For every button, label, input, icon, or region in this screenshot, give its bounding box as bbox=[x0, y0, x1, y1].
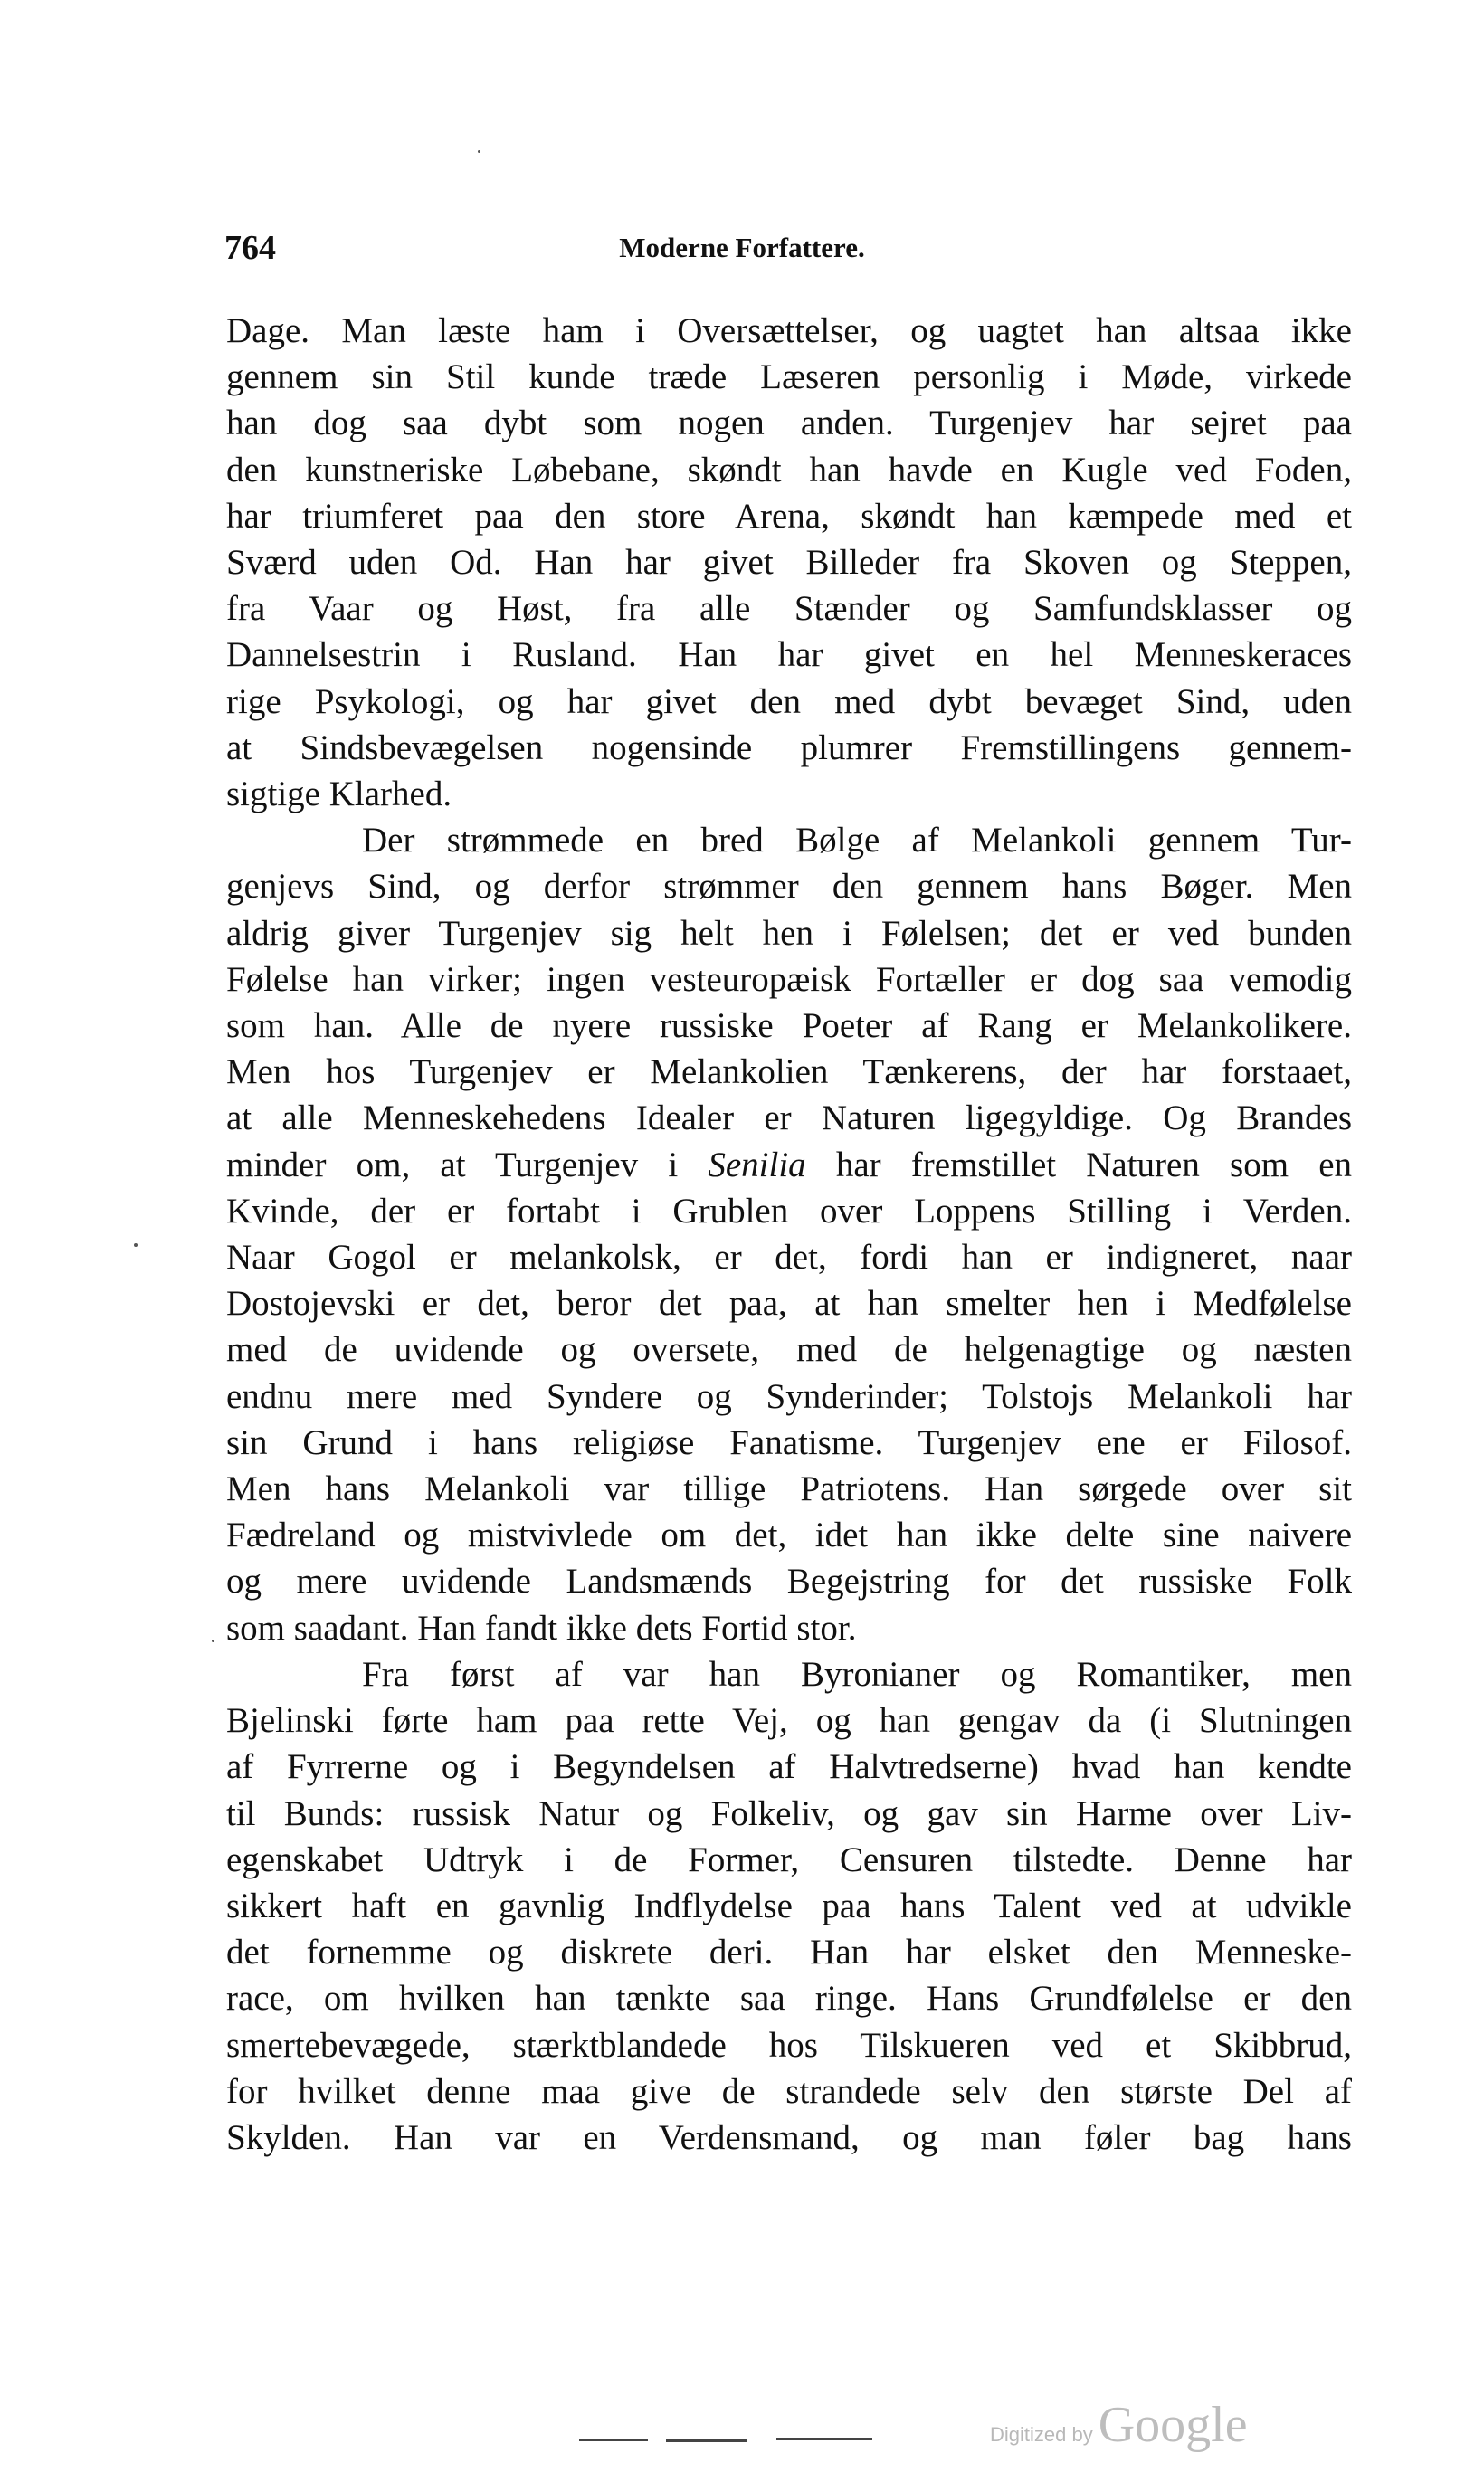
text-segment: har fremstillet Naturen som en bbox=[835, 1145, 1353, 1184]
text-line: Dage. Man læste ham i Oversættelser, og uagtet han altsaa ikke bbox=[226, 311, 1352, 350]
text-line: fra Vaar og Høst, fra alle Stænder og Samfundsklasser og bbox=[226, 589, 1352, 629]
text-line: rige Psykologi, og har givet den med dybt bevæget Sind, uden bbox=[226, 681, 1352, 721]
text-line: genjevs Sind, og derfor strømmer den gennem hans Bøger. Men bbox=[226, 867, 1352, 907]
text-line: sikkert haft en gavnlig Indflydelse paa hans Talent ved at udvikle bbox=[226, 1886, 1352, 1925]
scan-artifact-rule bbox=[579, 2439, 648, 2441]
running-head: Moderne Forfattere. bbox=[619, 232, 865, 263]
text-line: til Bunds: russisk Natur og Folkeliv, og gav sin Harme over Liv- bbox=[226, 1793, 1352, 1833]
scan-speck bbox=[212, 1640, 214, 1642]
text-line: Kvinde, der er fortabt i Grublen over Loppens Stilling i Verden. bbox=[226, 1191, 1352, 1231]
scan-speck bbox=[478, 150, 480, 153]
text-line: endnu mere med Syndere og Synderinder; Tolstojs Melankoli har bbox=[226, 1376, 1352, 1416]
text-line: han dog saa dybt som nogen anden. Turgenjev har sejret paa bbox=[226, 404, 1352, 443]
text-line: Følelse han virker; ingen vesteuropæisk Fortæller er dog saa vemodig bbox=[226, 959, 1352, 999]
text-line: at Sindsbevægelsen nogensinde plumrer Fremstillingens gennem- bbox=[226, 727, 1352, 767]
text-line: Skylden. Han var en Verdensmand, og man føler bag hans bbox=[226, 2117, 1352, 2157]
scan-speck bbox=[134, 1243, 138, 1247]
text-line: Fra først af var han Byronianer og Romantiker, men bbox=[362, 1654, 1352, 1694]
text-line: som han. Alle de nyere russiske Poeter af Rang er Melankolikere. bbox=[226, 1006, 1352, 1046]
text-line: Dostojevski er det, beror det paa, at han smelter hen i Medfølelse bbox=[226, 1284, 1352, 1324]
digitized-by-google-watermark bbox=[990, 2396, 1248, 2454]
google-wordmark: Google bbox=[1098, 2397, 1248, 2453]
text-line: som saadant. Han fandt ikke dets Fortid stor. bbox=[226, 1608, 857, 1648]
text-line: og mere uvidende Landsmænds Begejstring for det russiske Folk bbox=[226, 1562, 1352, 1602]
text-line: at alle Menneskehedens Idealer er Naturen ligegyldige. Og Brandes bbox=[226, 1098, 1352, 1138]
text-line: gennem sin Stil kunde træde Læseren personlig i Møde, virkede bbox=[226, 357, 1352, 397]
text-line: egenskabet Udtryk i de Former, Censuren tilstedte. Denne har bbox=[226, 1840, 1352, 1879]
scan-artifact-rule bbox=[666, 2439, 747, 2442]
book-title: Senilia bbox=[708, 1145, 806, 1184]
text-line: Sværd uden Od. Han har givet Billeder fra Skoven og Steppen, bbox=[226, 543, 1352, 583]
text-line: Men hans Melankoli var tillige Patriotens. Han sørgede over sit bbox=[226, 1469, 1352, 1509]
text-line: Bjelinski førte ham paa rette Vej, og han gengav da (i Slutningen bbox=[226, 1701, 1352, 1741]
text-line: det fornemme og diskrete deri. Han har elsket den Menneske- bbox=[226, 1933, 1352, 1973]
text-line: Dannelsestrin i Rusland. Han har givet en hel Menneskeraces bbox=[226, 635, 1352, 675]
text-segment: minder om, at Turgenjev i bbox=[226, 1145, 679, 1184]
text-line: aldrig giver Turgenjev sig helt hen i Følelsen; det er ved bunden bbox=[226, 913, 1352, 953]
text-line: race, om hvilken han tænkte saa ringe. Hans Grundfølelse er den bbox=[226, 1979, 1352, 2019]
text-line: smertebevægede, stærktblandede hos Tilskueren ved et Skibbrud, bbox=[226, 2025, 1352, 2065]
body-text bbox=[226, 308, 1352, 2161]
text-line: har triumferet paa den store Arena, skøndt han kæmpede med et bbox=[226, 496, 1352, 536]
text-line: Naar Gogol er melankolsk, er det, fordi han er indigneret, naar bbox=[226, 1238, 1352, 1278]
text-line bbox=[226, 1142, 1352, 1188]
text-line: med de uvidende og oversete, med de helgenagtige og næsten bbox=[226, 1330, 1352, 1370]
text-line: Fædreland og mistvivlede om det, idet han ikke delte sine naivere bbox=[226, 1516, 1352, 1555]
text-line: Men hos Turgenjev er Melankolien Tænkerens, der har forstaaet, bbox=[226, 1052, 1352, 1092]
text-line: sin Grund i hans religiøse Fanatisme. Turgenjev ene er Filosof. bbox=[226, 1422, 1352, 1462]
text-line: Der strømmede en bred Bølge af Melankoli gennem Tur- bbox=[362, 821, 1352, 860]
page-number: 764 bbox=[224, 229, 276, 267]
text-line: for hvilket denne maa give de strandede selv den største Del af bbox=[226, 2071, 1352, 2111]
scan-artifact-rule bbox=[776, 2438, 872, 2440]
text-line: den kunstneriske Løbebane, skøndt han havde en Kugle ved Foden, bbox=[226, 450, 1352, 490]
digitized-label: Digitized by bbox=[990, 2423, 1093, 2446]
text-line: sigtige Klarhed. bbox=[226, 775, 452, 814]
text-line: af Fyrrerne og i Begyndelsen af Halvtredserne) hvad han kendte bbox=[226, 1747, 1352, 1787]
